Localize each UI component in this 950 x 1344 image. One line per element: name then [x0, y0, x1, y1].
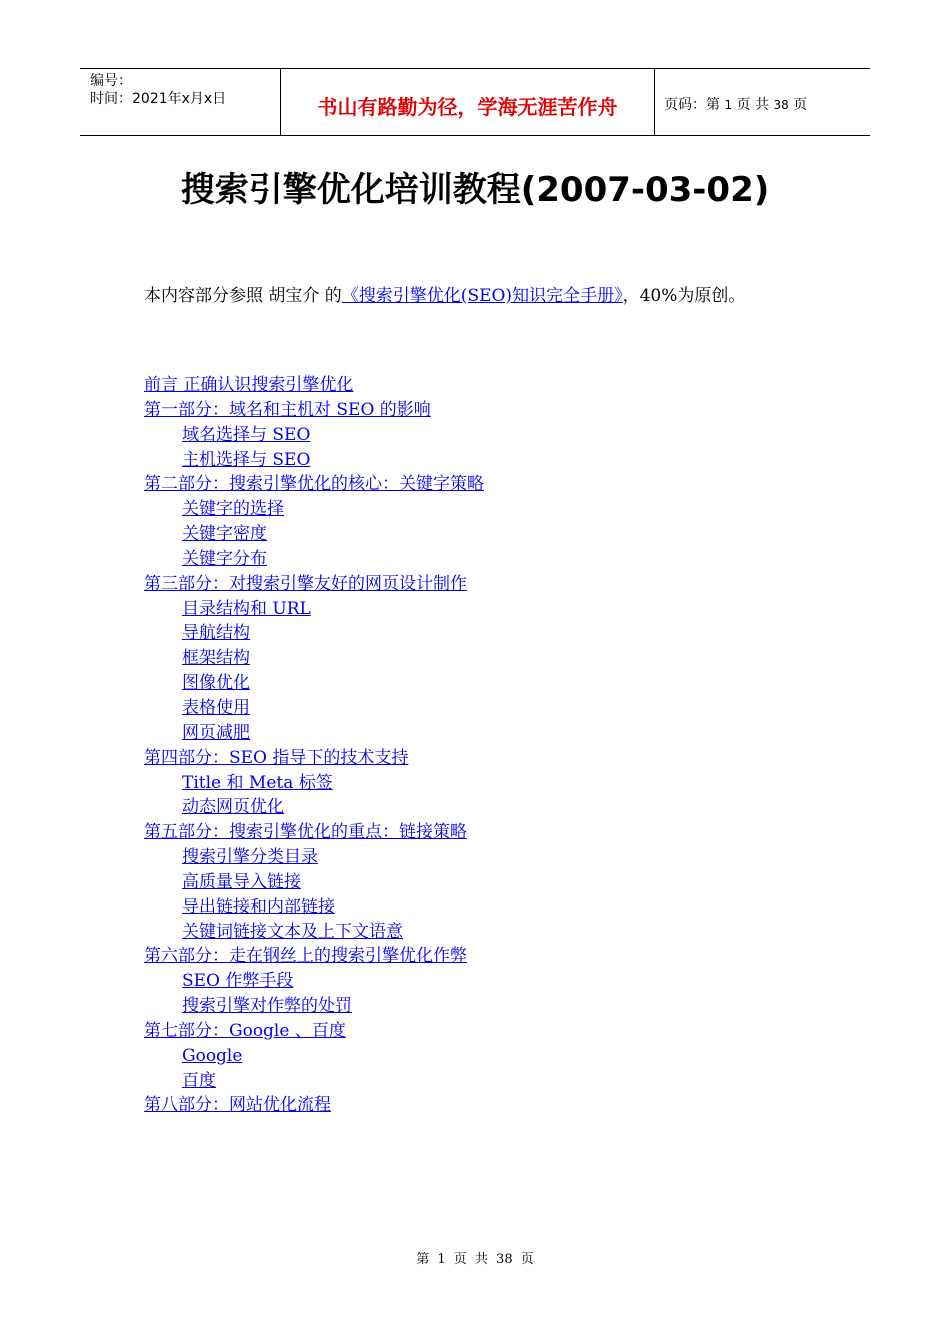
toc-item — [144, 696, 484, 721]
header-motto: 书山有路勤为径，学海无涯苦作舟 — [317, 95, 618, 119]
toc-subsection-link[interactable]: 关键词链接文本及上下文语意 — [182, 921, 403, 942]
toc-subsection-link[interactable]: SEO 作弊手段 — [182, 971, 294, 992]
toc-subsection-link[interactable]: 导航结构 — [182, 623, 250, 644]
toc-subsection-link[interactable]: 百度 — [182, 1070, 216, 1091]
toc-subsection-link[interactable]: 网页减肥 — [182, 722, 250, 743]
toc-item — [144, 373, 484, 398]
toc-item — [144, 472, 484, 497]
toc-subsection-link[interactable]: Title 和 Meta 标签 — [182, 772, 333, 793]
toc-item — [144, 522, 484, 547]
page-header — [80, 68, 870, 136]
toc-subsection-link[interactable]: 框架结构 — [182, 648, 250, 669]
toc-item — [144, 398, 484, 423]
toc-item — [144, 572, 484, 597]
toc-section-link[interactable]: 第二部分：搜索引擎优化的核心：关键字策略 — [144, 474, 484, 495]
toc-subsection-link[interactable]: 目录结构和 URL — [182, 598, 311, 619]
toc-subsection-link[interactable]: 关键字分布 — [182, 548, 267, 569]
toc-item — [144, 870, 484, 895]
toc-section-link[interactable]: 第三部分：对搜索引擎友好的网页设计制作 — [144, 573, 467, 594]
toc-item — [144, 1093, 484, 1118]
toc-item — [144, 845, 484, 870]
toc-item — [144, 423, 484, 448]
header-meta — [90, 72, 226, 108]
toc-item — [144, 820, 484, 845]
document-title: 搜索引擎优化培训教程(2007-03-02) — [180, 170, 770, 210]
toc-item — [144, 895, 484, 920]
toc-subsection-link[interactable]: 域名选择与 SEO — [182, 424, 311, 445]
toc-item — [144, 994, 484, 1019]
header-number-label: 编号： — [90, 73, 132, 89]
toc-section-link[interactable]: 第一部分：域名和主机对 SEO 的影响 — [144, 399, 431, 420]
toc-item — [144, 671, 484, 696]
toc-item — [144, 746, 484, 771]
toc-item — [144, 944, 484, 969]
toc-subsection-link[interactable]: 搜索引擎对作弊的处罚 — [182, 996, 352, 1017]
toc-subsection-link[interactable]: 导出链接和内部链接 — [182, 896, 335, 917]
toc-item — [144, 497, 484, 522]
toc-item — [144, 1069, 484, 1094]
toc-item — [144, 448, 484, 473]
header-page-prefix: 页码：第 — [664, 97, 720, 113]
header-page-suffix: 页 — [793, 97, 808, 113]
header-page-mid: 页 共 — [736, 97, 769, 113]
toc-section-link[interactable]: 第八部分：网站优化流程 — [144, 1095, 331, 1116]
toc-item — [144, 920, 484, 945]
toc-item — [144, 1019, 484, 1044]
header-time-label: 时间：2021年x月x日 — [90, 91, 227, 107]
toc-item — [144, 771, 484, 796]
table-of-contents — [144, 373, 484, 1118]
toc-item — [144, 597, 484, 622]
toc-subsection-link[interactable]: 图像优化 — [182, 673, 250, 694]
header-page-number — [664, 94, 807, 114]
toc-section-link[interactable]: 前言 正确认识搜索引擎优化 — [144, 375, 354, 395]
toc-subsection-link[interactable]: 主机选择与 SEO — [182, 449, 311, 470]
toc-subsection-link[interactable]: 表格使用 — [182, 697, 250, 718]
toc-subsection-link[interactable]: 动态网页优化 — [182, 797, 284, 818]
toc-item — [144, 547, 484, 572]
reference-link[interactable]: 《搜索引擎优化(SEO)知识完全手册》 — [341, 286, 623, 306]
toc-item — [144, 795, 484, 820]
intro-paragraph — [144, 281, 745, 306]
toc-section-link[interactable]: 第五部分：搜索引擎优化的重点：链接策略 — [144, 822, 467, 843]
toc-section-link[interactable]: 第六部分：走在钢丝上的搜索引擎优化作弊 — [144, 946, 467, 967]
toc-subsection-link[interactable]: 关键字的选择 — [182, 499, 284, 520]
toc-item — [144, 1044, 484, 1069]
intro-suffix: ，40%为原创。 — [622, 286, 746, 306]
toc-section-link[interactable]: 第七部分：Google 、百度 — [144, 1020, 346, 1041]
toc-subsection-link[interactable]: 关键字密度 — [182, 524, 267, 545]
page-footer: 第 1 页 共 38 页 — [416, 1252, 534, 1267]
toc-item — [144, 969, 484, 994]
toc-item — [144, 621, 484, 646]
toc-subsection-link[interactable]: 搜索引擎分类目录 — [182, 847, 318, 868]
toc-item — [144, 646, 484, 671]
header-page-current: 1 — [724, 98, 733, 112]
header-page-total: 38 — [773, 98, 789, 112]
header-divider — [654, 69, 655, 135]
intro-prefix: 本内容部分参照 胡宝介 的 — [144, 286, 342, 306]
toc-subsection-link[interactable]: Google — [182, 1045, 243, 1066]
toc-subsection-link[interactable]: 高质量导入链接 — [182, 871, 301, 892]
toc-section-link[interactable]: 第四部分：SEO 指导下的技术支持 — [144, 747, 409, 768]
toc-item — [144, 721, 484, 746]
